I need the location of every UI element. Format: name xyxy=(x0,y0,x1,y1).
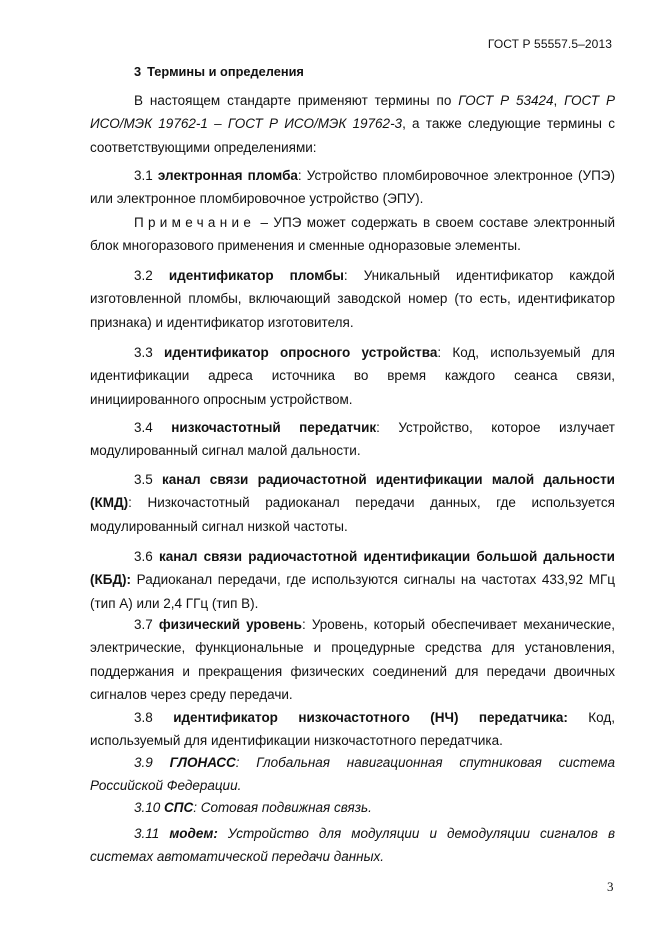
term-definition: : Уровень, который обеспечивает механические, электрические, функциональные и процедурные средства для установления, поддержания и прекращения физических соединений для передачи двоичных сигналов через среду передачи. xyxy=(90,617,615,703)
term-3-9 xyxy=(90,751,615,798)
page-number: 3 xyxy=(607,879,614,894)
intro-paragraph xyxy=(90,89,615,159)
term-definition: Радиоканал передачи, где используются сигналы на частотах 433,92 МГц (тип А) или 2,4 ГГц (тип В). xyxy=(90,572,615,611)
term-3-5 xyxy=(90,468,615,538)
term-definition: : Глобальная навигационная спутниковая система Российской Федерации. xyxy=(90,755,615,794)
term-number: 3.10 xyxy=(134,800,161,815)
term-3-4 xyxy=(90,416,615,463)
term-number: 3.8 xyxy=(134,710,153,725)
term-definition: : Устройство, которое излучает модулированный сигнал малой дальности. xyxy=(90,420,615,459)
term-name: идентификатор низкочастотного (НЧ) передатчика: xyxy=(173,710,568,725)
term-3-2 xyxy=(90,264,615,334)
section-title: Термины и определения xyxy=(147,64,304,79)
term-3-3 xyxy=(90,341,615,411)
term-3-6 xyxy=(90,545,615,615)
term-definition: : Сотовая подвижная связь. xyxy=(193,800,372,815)
term-number: 3.11 xyxy=(134,826,160,841)
term-number: 3.1 xyxy=(134,168,153,183)
term-3-11 xyxy=(90,822,615,869)
term-name: идентификатор опросного устройства xyxy=(164,345,438,360)
note-text: – УПЭ может содержать в своем составе электронный блок многоразового применения и сменные одноразовые элементы. xyxy=(90,215,615,254)
note-paragraph xyxy=(90,211,615,258)
term-number: 3.2 xyxy=(134,268,153,283)
term-definition: : Код, используемый для идентификации адреса источника во время каждого сеанса связи, инициированного опросным устройством. xyxy=(90,345,615,407)
term-name: канал связи радиочастотной идентификации большой дальности (КБД): xyxy=(90,549,615,588)
section-heading xyxy=(134,64,304,79)
term-3-7 xyxy=(90,613,615,707)
intro-text-1: В настоящем стандарте применяют термины по xyxy=(134,93,459,108)
term-definition: : Уникальный идентификатор каждой изготовленной пломбы, включающий заводской номер (то есть, идентификатор признака) и идентификатор изготовителя. xyxy=(90,268,615,330)
term-number: 3.3 xyxy=(134,345,153,360)
term-name: канал связи радиочастотной идентификации малой дальности (КМД) xyxy=(90,472,615,511)
document-id-header: ГОСТ Р 55557.5–2013 xyxy=(487,37,612,51)
term-name: модем: xyxy=(169,826,218,841)
term-3-8 xyxy=(90,706,615,753)
term-definition: Код, используемый для идентификации низкочастотного передатчика. xyxy=(90,710,615,749)
term-number: 3.5 xyxy=(134,472,153,487)
term-name: физический уровень xyxy=(158,617,302,632)
term-name: низкочастотный передатчик xyxy=(171,420,377,435)
term-name: СПС xyxy=(164,800,194,815)
term-definition: Устройство для модуляции и демодуляции сигналов в системах автоматической передачи данных. xyxy=(90,826,615,865)
term-name: электронная пломба xyxy=(157,168,298,183)
term-3-1 xyxy=(90,164,615,211)
intro-ref-2: ГОСТ Р ИСО/МЭК 19762-1 – ГОСТ Р ИСО/МЭК 19762-3 xyxy=(90,93,615,132)
term-definition: : Устройство пломбировочное электронное (УПЭ) или электронное пломбировочное устройство (ЭПУ). xyxy=(90,168,615,207)
term-definition: : Низкочастотный радиоканал передачи данных, где используется модулированный сигнал низкой частоты. xyxy=(90,495,615,534)
term-name: ГЛОНАСС xyxy=(169,755,236,770)
term-number: 3.6 xyxy=(134,549,153,564)
note-label: Примечание xyxy=(134,215,256,230)
term-number: 3.7 xyxy=(134,617,153,632)
term-3-10 xyxy=(90,796,615,819)
term-number: 3.9 xyxy=(134,755,153,770)
term-number: 3.4 xyxy=(134,420,153,435)
intro-ref-1: ГОСТ Р 53424 xyxy=(458,93,554,108)
intro-text-3: , а также следующие термины с соответствующими определениями: xyxy=(90,116,615,155)
intro-text-2: , xyxy=(553,93,565,108)
term-name: идентификатор пломбы xyxy=(168,268,344,283)
section-number: 3 xyxy=(134,64,142,79)
